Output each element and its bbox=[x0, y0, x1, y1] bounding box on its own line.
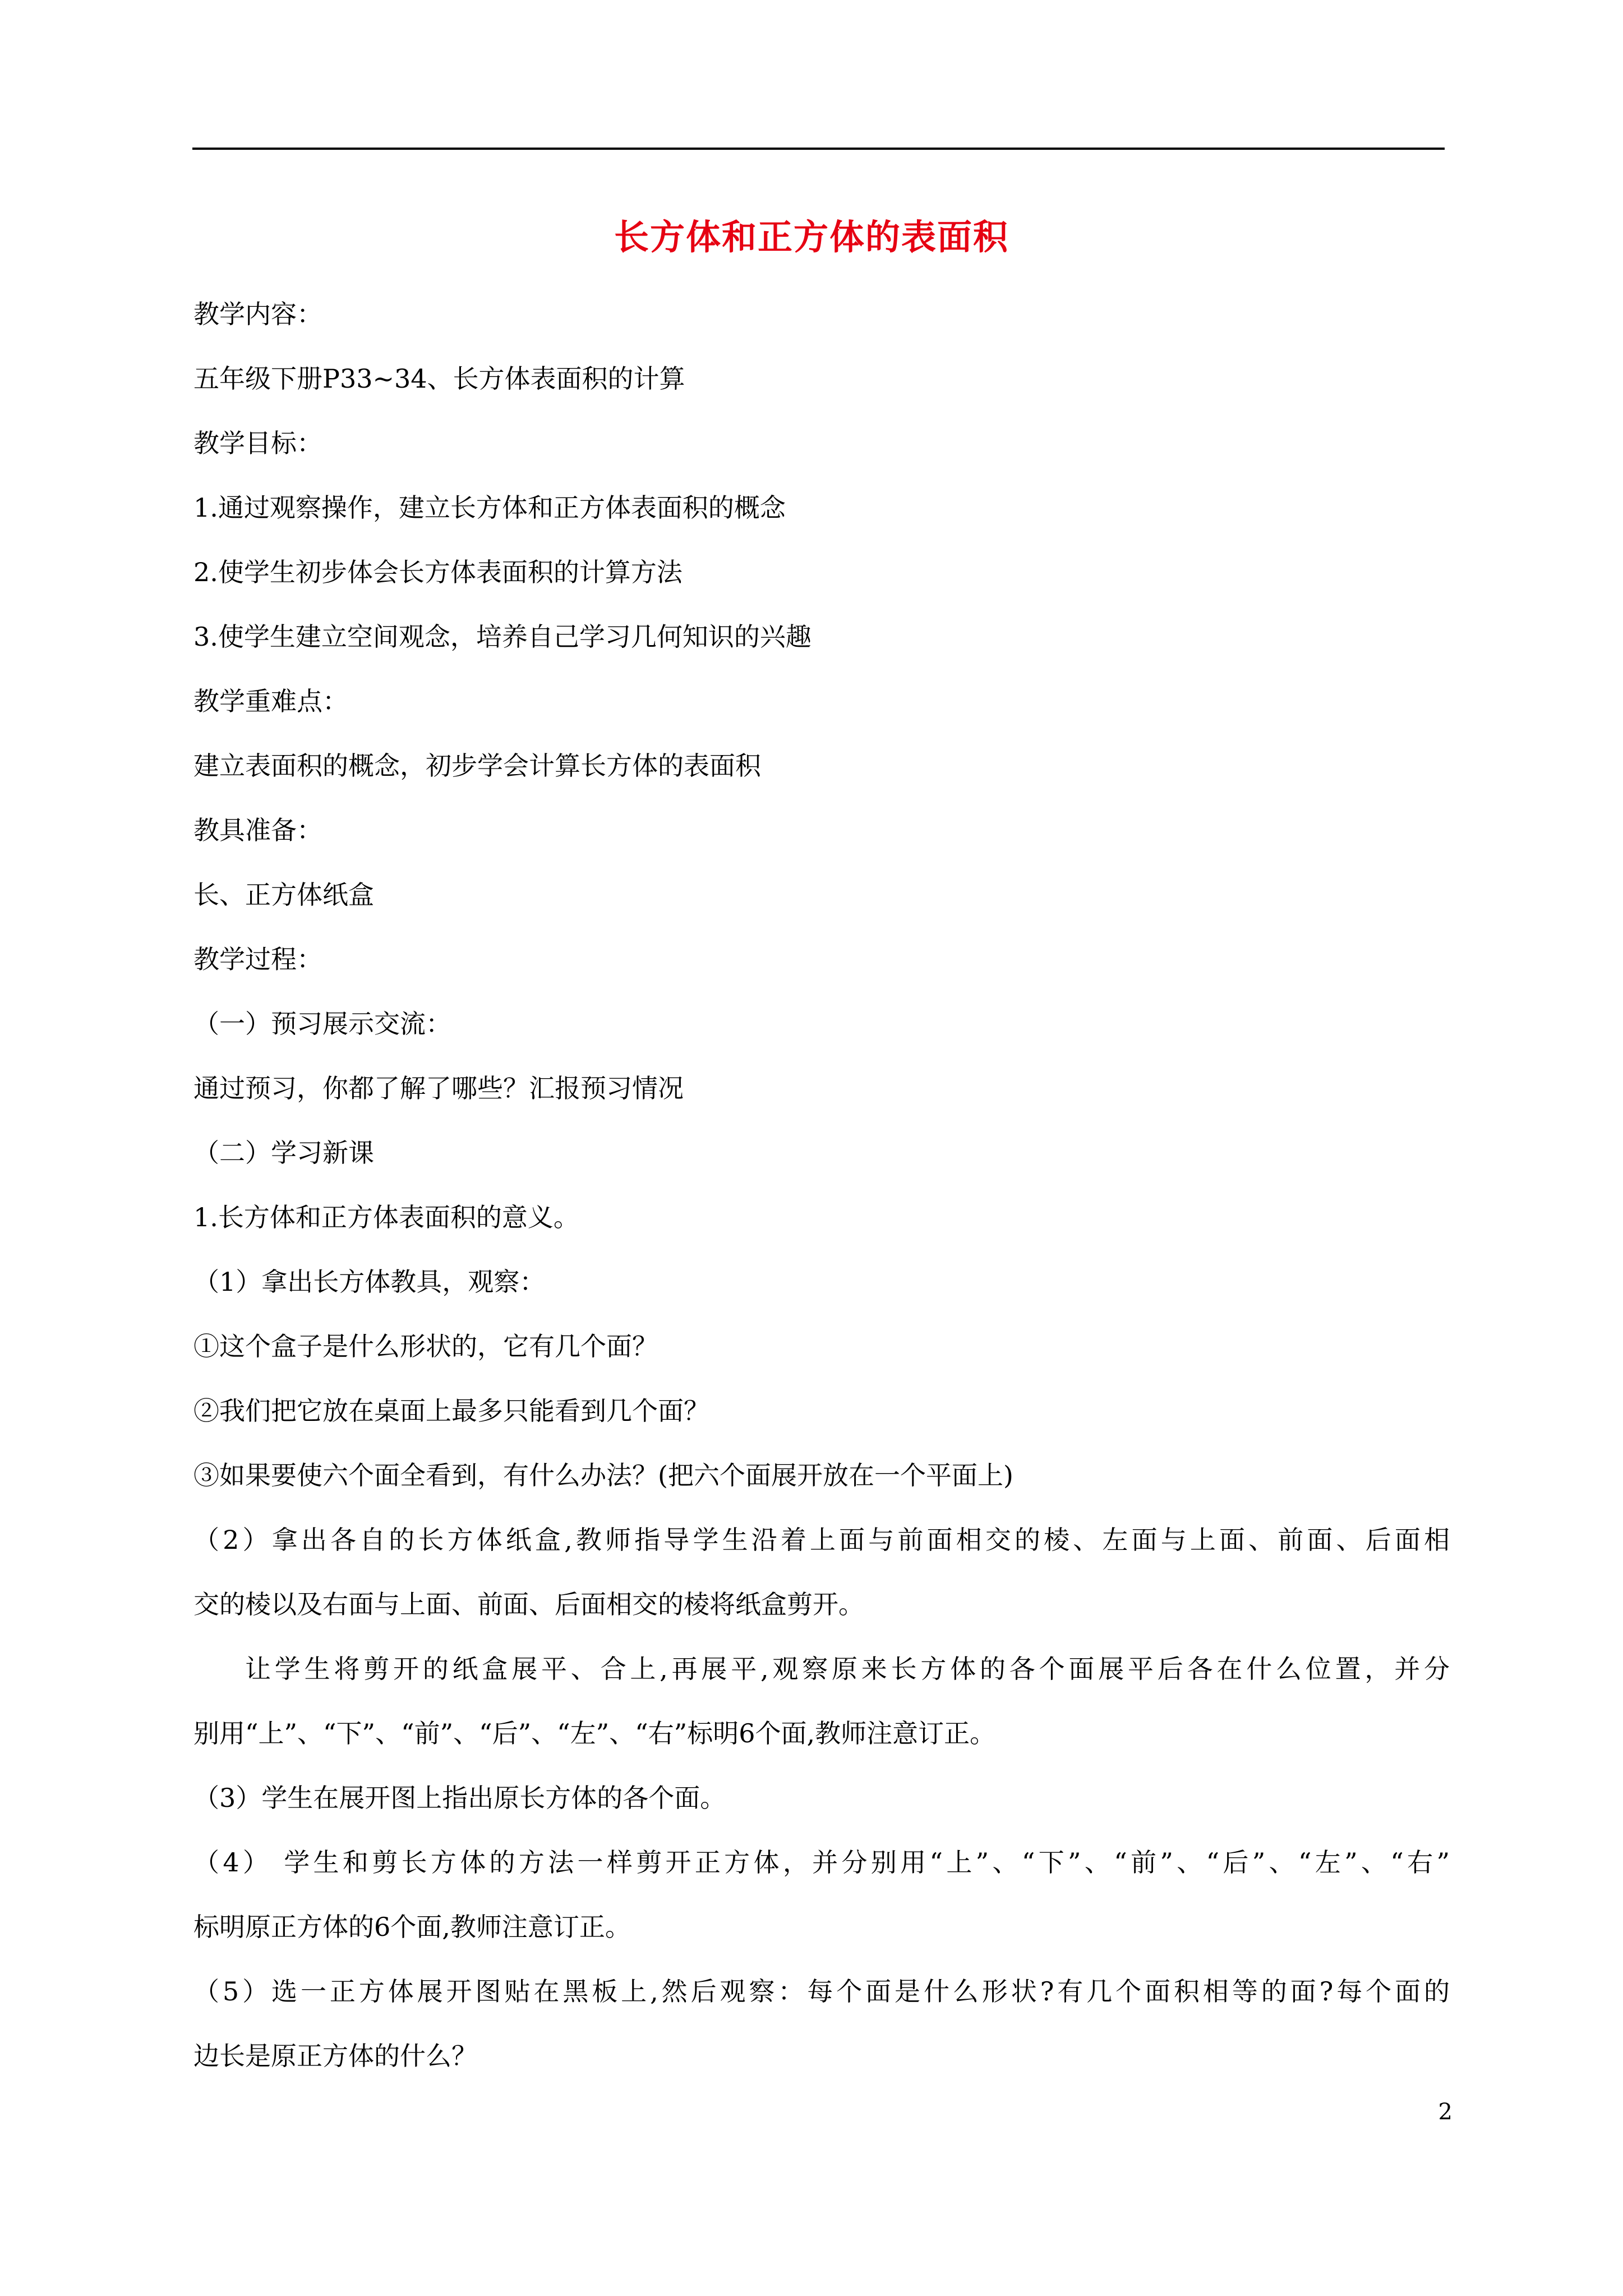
list-item: （3）学生在展开图上指出原长方体的各个面。 bbox=[193, 1783, 726, 1813]
paragraph: 五年级下册P33~34、长方体表面积的计算 bbox=[193, 364, 685, 394]
paragraph-line: 边长是原正方体的什么？ bbox=[193, 2041, 477, 2071]
question-item: ①这个盒子是什么形状的，它有几个面？ bbox=[193, 1331, 658, 1361]
section-heading: 教具准备： bbox=[193, 815, 322, 845]
paragraph-line: 让学生将剪开的纸盒展平、合上,再展平,观察原来长方体的各个面展平后各在什么位置，并分 bbox=[245, 1654, 1450, 1684]
list-item: 1.通过观察操作，建立长方体和正方体表面积的概念 bbox=[193, 493, 786, 523]
paragraph: 长、正方体纸盒 bbox=[193, 880, 374, 910]
header-rule bbox=[192, 148, 1445, 150]
list-item: （1）拿出长方体教具，观察： bbox=[193, 1267, 546, 1297]
list-item: 3.使学生建立空间观念，培养自己学习几何知识的兴趣 bbox=[193, 622, 811, 652]
paragraph-line: 标明原正方体的6个面,教师注意订正。 bbox=[193, 1912, 631, 1942]
list-item: 1.长方体和正方体表面积的意义。 bbox=[193, 1202, 579, 1232]
section-heading: 教学内容： bbox=[193, 299, 322, 329]
document-title: 长方体和正方体的表面积 bbox=[614, 217, 1009, 257]
section-heading: 教学重难点： bbox=[193, 686, 348, 716]
page-number: 2 bbox=[1438, 2099, 1453, 2125]
section-heading: 教学目标： bbox=[193, 428, 322, 458]
subsection-heading: （一）预习展示交流： bbox=[193, 1009, 451, 1039]
paragraph-line: 交的棱以及右面与上面、前面、后面相交的棱将纸盒剪开。 bbox=[193, 1589, 864, 1619]
paragraph-line: 别用“上”、“下”、“前”、“后”、“左”、“右”标明6个面,教师注意订正。 bbox=[193, 1718, 996, 1749]
document-body bbox=[193, 297, 1450, 2104]
paragraph: 通过预习，你都了解了哪些？汇报预习情况 bbox=[193, 1073, 684, 1103]
paragraph: 建立表面积的概念，初步学会计算长方体的表面积 bbox=[193, 751, 761, 781]
subsection-heading: （二）学习新课 bbox=[193, 1138, 374, 1168]
paragraph-line: （4） 学生和剪长方体的方法一样剪开正方体，并分别用“上”、“下”、“前”、“后”、“左”、“右” bbox=[193, 1847, 1450, 1878]
question-item: ②我们把它放在桌面上最多只能看到几个面？ bbox=[193, 1396, 709, 1426]
list-item: 2.使学生初步体会长方体表面积的计算方法 bbox=[193, 557, 683, 587]
paragraph-line: （2）拿出各自的长方体纸盒,教师指导学生沿着上面与前面相交的棱、左面与上面、前面、后面相 bbox=[193, 1525, 1450, 1555]
question-item: ③如果要使六个面全看到，有什么办法？(把六个面展开放在一个平面上) bbox=[193, 1460, 1013, 1490]
section-heading: 教学过程： bbox=[193, 944, 322, 974]
paragraph-line: （5）选一正方体展开图贴在黑板上,然后观察：每个面是什么形状?有几个面积相等的面?每个面的 bbox=[193, 1976, 1450, 2007]
